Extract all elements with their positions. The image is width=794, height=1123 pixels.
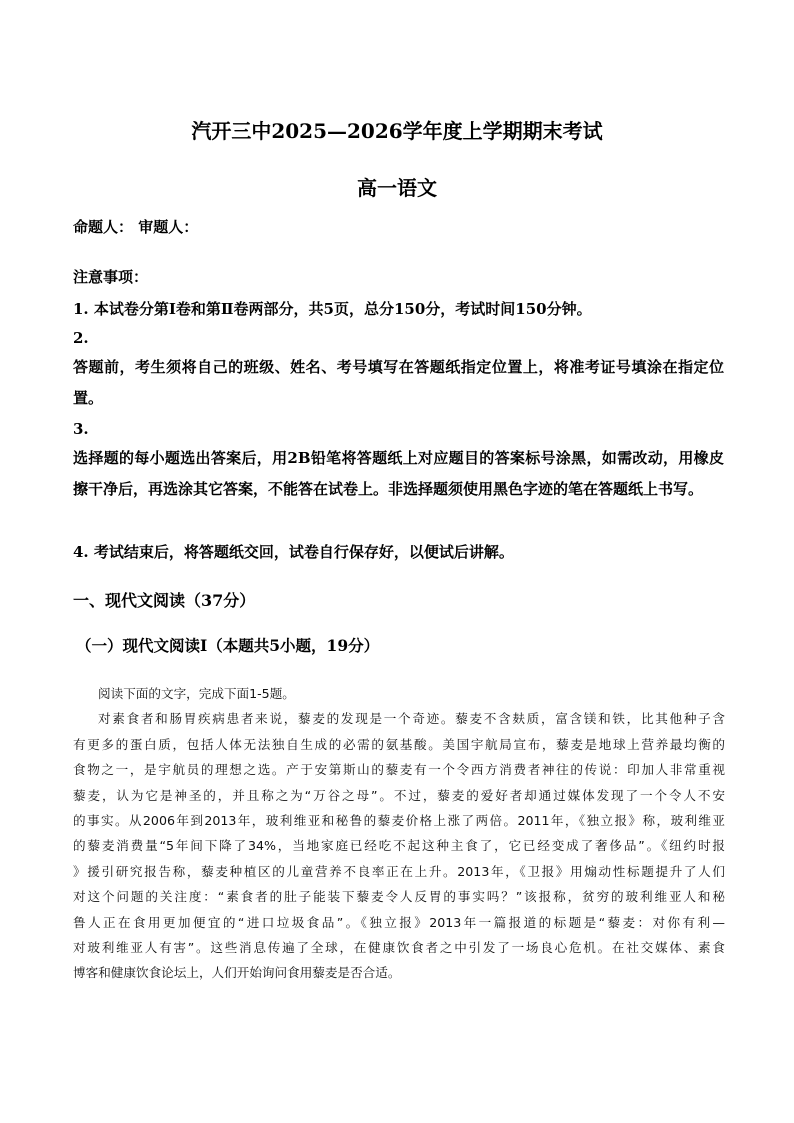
note-item-1: 1. 本试卷分第Ⅰ卷和第Ⅱ卷两部分，共5页，总分150分，考试时间150分钟。 (73, 300, 592, 318)
reading-instruction: 阅读下面的文字，完成下面1-5题。 (98, 686, 295, 701)
section-heading: 一、现代文阅读（37分） (73, 591, 256, 610)
subsection-heading: （一）现代文阅读Ⅰ（本题共5小题，19分） (76, 636, 380, 655)
exam-title: 汽开三中2025—2026学年度上学期期末考试 (191, 119, 603, 143)
passage-line: 的事实。从2006年到2013年，玻利维亚和秘鲁的藜麦价格上涨了两倍。2011年，《独立报》称，玻利维亚 (73, 813, 725, 829)
exam-subject: 高一语文 (357, 176, 437, 200)
passage-line: 有更多的蛋白质，包括人体无法独自生成的必需的氨基酸。美国宇航局宣布，藜麦是地球上营养最均衡的 (73, 736, 725, 752)
reading-passage (73, 681, 725, 986)
note-item-2-number: 2. (73, 329, 89, 347)
passage-line: 对素食者和肠胃疾病患者来说，藜麦的发现是一个奇迹。藜麦不含麸质，富含镁和铁，比其他种子含 (98, 711, 725, 727)
passage-line: 的藜麦消费量“5年间下降了34%，当地家庭已经吃不起这种主食了，它已经变成了奢侈品”。《纽约时报 (73, 838, 725, 854)
passage-line: 鲁人正在食用更加便宜的“进口垃圾食品”。《独立报》2013年一篇报道的标题是“藜麦：对你有利— (73, 914, 725, 930)
note-item-2-text: 答题前，考生须将自己的班级、姓名、考号填写在答题纸指定位置上，将准考证号填涂在指定位置。 (73, 358, 724, 407)
passage-line: 博客和健康饮食论坛上，人们开始询问食用藜麦是否合适。 (73, 965, 401, 981)
passage-line: 食物之一，是宇航员的理想之选。产于安第斯山的藜麦有一个令西方消费者神往的传说：印加人非常重视 (73, 762, 725, 778)
passage-line: 藜麦，认为它是神圣的，并且称之为“万谷之母”。不过，藜麦的爱好者却通过媒体发现了一个令人不安 (73, 787, 725, 803)
passage-line: 对这个问题的关注度：“素食者的肚子能装下藜麦令人反胃的事实吗？”该报称，贫穷的玻利维亚人和秘 (73, 889, 725, 905)
note-item-4: 4. 考试结束后，将答题纸交回，试卷自行保存好，以便试后讲解。 (73, 543, 514, 561)
note-item-3-text: 选择题的每小题选出答案后，用2B铅笔将答题纸上对应题目的答案标号涂黑，如需改动，用橡皮擦干净后，再选涂其它答案，不能答在试卷上。非选择题须使用黑色字迹的笔在答题纸上书写。 (73, 449, 724, 498)
authors-line: 命题人： 审题人： (73, 218, 199, 236)
passage-line: 》援引研究报告称，藜麦种植区的儿童营养不良率正在上升。2013年，《卫报》用煽动性标题提升了人们 (73, 863, 725, 879)
note-item-3-number: 3. (73, 420, 89, 438)
notes-heading: 注意事项： (73, 268, 149, 286)
passage-line: 对玻利维亚人有害”。这些消息传遍了全球，在健康饮食者之中引发了一场良心危机。在社交媒体、素食 (73, 940, 725, 956)
